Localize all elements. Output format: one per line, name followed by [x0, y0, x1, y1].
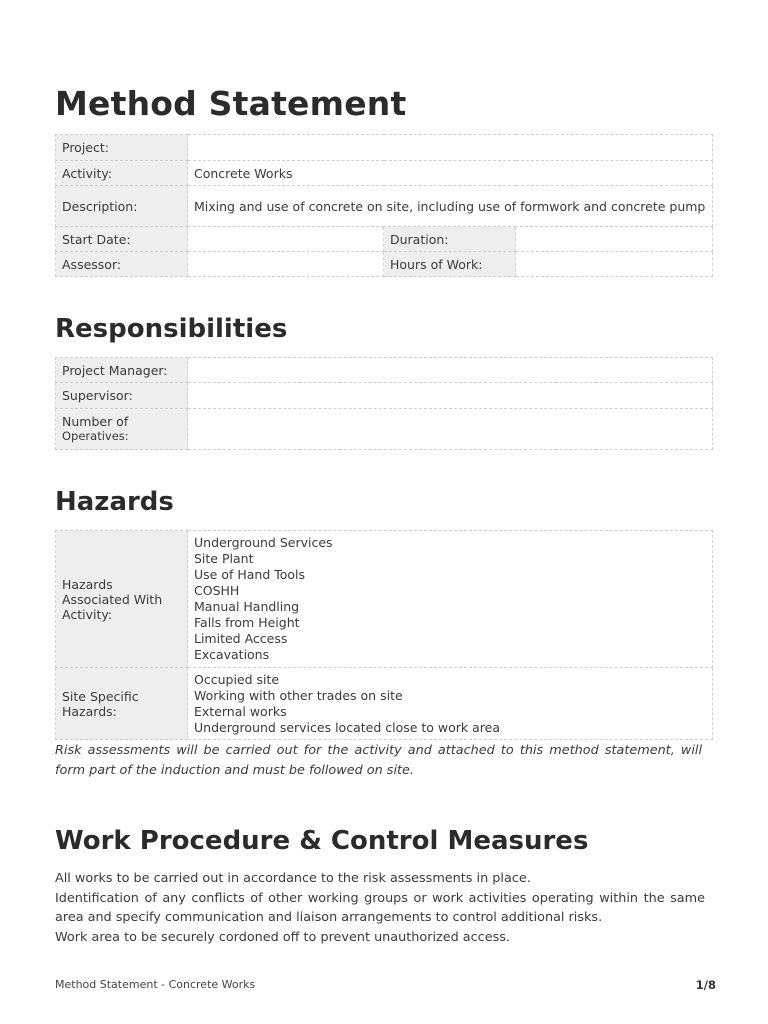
activity-value: Concrete Works — [188, 161, 713, 186]
activity-row — [56, 161, 713, 186]
hazards-table — [55, 530, 713, 740]
hours-value — [516, 252, 713, 277]
supervisor-label: Supervisor: — [56, 383, 188, 409]
site-hazards-label: Site Specific Hazards: — [56, 668, 188, 740]
activity-hazards-label: Hazards Associated With Activity: — [56, 531, 188, 668]
operatives-label-line1: Number of — [62, 414, 129, 429]
operatives-value — [188, 409, 713, 450]
start-date-label: Start Date: — [56, 227, 188, 252]
site-hazard-item: Underground services located close to work area — [194, 719, 501, 735]
project-row — [56, 135, 713, 161]
operatives-label-line2: Operatives: — [62, 429, 129, 443]
hazard-item: Underground Services — [194, 535, 333, 550]
operatives-row — [56, 409, 713, 450]
hazard-item: COSHH — [194, 583, 240, 598]
description-value: Mixing and use of concrete on site, including use of formwork and concrete pump — [188, 186, 713, 227]
responsibilities-heading: Responsibilities — [55, 314, 288, 344]
site-hazard-item: Working with other trades on site — [194, 687, 403, 703]
hazard-item: Limited Access — [194, 631, 288, 646]
procedure-line: Work area to be securely cordoned off to prevent unauthorized access. — [55, 929, 510, 945]
hazard-item: Use of Hand Tools — [194, 567, 306, 582]
footer-title: Method Statement - Concrete Works — [55, 978, 256, 991]
supervisor-value — [188, 383, 713, 409]
page-title: Method Statement — [55, 84, 407, 123]
hazard-item: Manual Handling — [194, 599, 300, 614]
operatives-label — [56, 409, 188, 450]
duration-value — [516, 227, 713, 252]
start-date-row — [56, 227, 713, 252]
hazard-item: Falls from Height — [194, 615, 300, 630]
project-manager-row — [56, 358, 713, 383]
assessor-row — [56, 252, 713, 277]
activity-hazards-row — [56, 531, 713, 668]
project-label: Project: — [56, 135, 188, 161]
hazard-item: Site Plant — [194, 551, 254, 566]
supervisor-row — [56, 383, 713, 409]
activity-hazards-list — [188, 531, 713, 668]
site-hazards-list — [188, 668, 713, 740]
project-value — [188, 135, 713, 161]
site-hazard-item: Occupied site — [194, 671, 280, 687]
procedure-heading: Work Procedure & Control Measures — [55, 826, 589, 856]
start-date-value — [188, 227, 384, 252]
hazard-item: Excavations — [194, 647, 270, 662]
hours-label: Hours of Work: — [384, 252, 516, 277]
responsibilities-table — [55, 357, 713, 450]
assessor-label: Assessor: — [56, 252, 188, 277]
duration-label: Duration: — [384, 227, 516, 252]
page-number: 1/8 — [695, 978, 716, 992]
description-label: Description: — [56, 186, 188, 227]
risk-assessment-note: Risk assessments will be carried out for the activity and attached to this method statement, will form part of the induction and must be followed on site. — [55, 743, 702, 778]
project-manager-value — [188, 358, 713, 383]
activity-label: Activity: — [56, 161, 188, 186]
site-hazards-row — [56, 668, 713, 740]
hazards-heading: Hazards — [55, 487, 174, 517]
procedure-text — [55, 869, 705, 947]
description-row — [56, 186, 713, 227]
project-manager-label: Project Manager: — [56, 358, 188, 383]
procedure-line: All works to be carried out in accordance to the risk assessments in place. — [55, 871, 531, 886]
assessor-value — [188, 252, 384, 277]
details-table — [55, 134, 713, 277]
procedure-line: Identification of any conflicts of other working groups or work activities operating within the same area and specify communication and liaison arrangements to control additional risks. — [55, 890, 705, 925]
site-hazard-item: External works — [194, 703, 287, 719]
